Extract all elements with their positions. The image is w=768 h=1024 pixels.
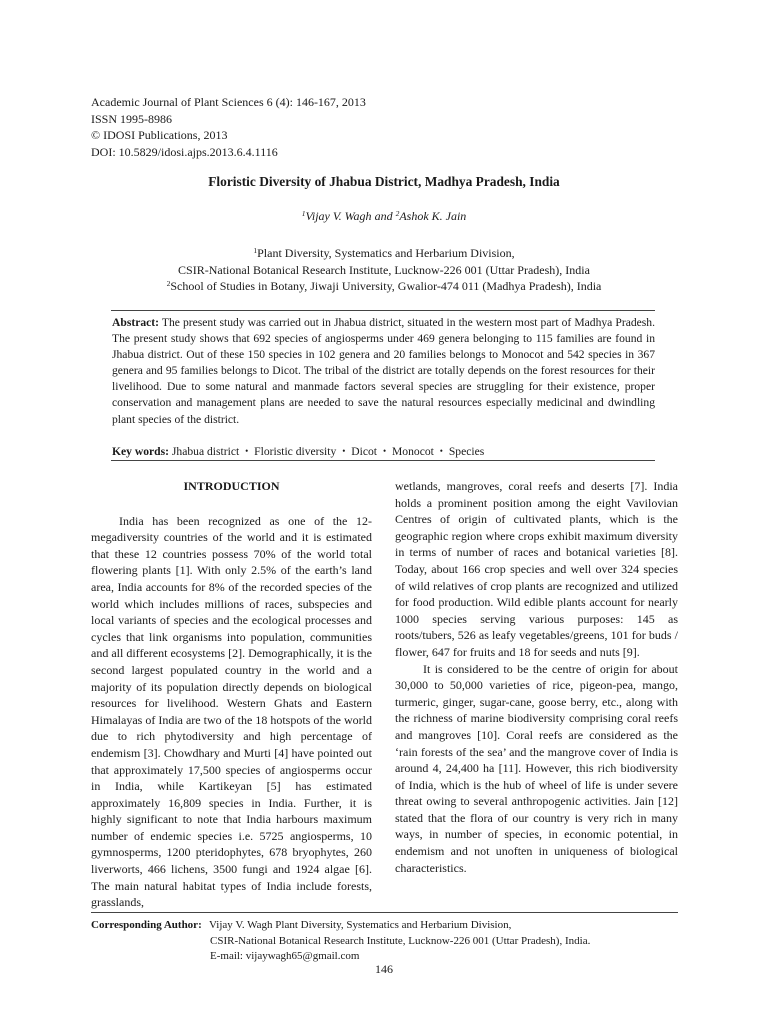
author2-affil-marker: 2 [395,209,400,218]
keyword-separator: • [342,446,346,456]
abstract [112,315,655,428]
affiliation-1 [0,245,768,262]
keyword-separator: • [245,446,249,456]
keyword-item: Floristic diversity [254,445,337,458]
abstract-text: The present study was carried out in Jhabua district, situated in the western most part of Madhya Pradesh. The present study shows that 692 species of angiosperms under 469 genera belonging to 115 families are found in Jhabua district. Out of these 150 species in 102 genera and 20 families belongs to Monocot and 542 species in 367 genera and 95 families belongs to Dicot. The tribal of the district are totally depends on the forest resources for their livelihood. Due to some natural and manmade factors several species are struggling for their existence, proper conservation and management plans are needed to save the natural resources especially medicinal and dwindling plant species of the district. [112,316,655,426]
keyword-item: Species [448,445,485,458]
journal-citation: Academic Journal of Plant Sciences 6 (4): 146-167, 2013 [91,95,366,109]
corresponding-author-note [91,918,590,965]
keywords [112,445,484,458]
corresponding-author-line1: Vijay V. Wagh Plant Diversity, Systematics and Herbarium Division, [209,919,512,931]
journal-doi: DOI: 10.5829/idosi.ajps.2013.6.4.1116 [91,144,278,159]
body-column-left [91,478,372,911]
author1-affil-marker: 1 [301,209,306,218]
corresponding-author-label: Corresponding Author: [91,919,202,931]
affiliations [0,245,768,295]
affil2-marker: 2 [166,279,171,288]
keyword-item: Monocot [392,445,434,458]
author1-name: Vijay V. Wagh [305,209,372,223]
keywords-bottom-rule [111,460,655,461]
affil2-text: School of Studies in Botany, Jiwaji University, Gwalior-474 011 (Madhya Pradesh), India [170,279,602,293]
corresponding-author-line2: CSIR-National Botanical Research Institute, Lucknow-226 001 (Uttar Pradesh), India. [210,934,591,947]
affiliation-1-line2: CSIR-National Botanical Research Institute, Lucknow-226 001 (Uttar Pradesh), India [178,262,590,277]
paragraph: India has been recognized as one of the 12-megadiversity countries of the world and it is estimated that these 12 countries possess 70% of the world total flowering plants [1]. With only 2.5% of the earth’s land area, India accounts for 8% of the recorded species of the world which includes millions of races, subspecies and local variants of species and the ecological processes and cycles that link organisms into population, communities and all different ecosystems [2]. Demographically, it is the second largest populated country in the world and a majority of its population directly depends on biological resources for livelihood. Western Ghats and Eastern Himalayas of India are two of the 18 hotspots of the world due to rich phytodiversity and high percentage of endemism [3]. Chowdhary and Murti [4] have pointed out that approximately 17,500 species of angiosperms occur in India, while Kartikeyan [5] has estimated approximately 16,809 species in India. Further, it is highly significant to note that India harbours maximum number of endemic species i.e. 5725 angiosperms, 10 gymnosperms, 1200 pteridophytes, 678 bryophytes, 260 liverworts, 466 lichens, 3500 fungi and 1924 algae [6]. The main natural habitat types of India include forests, grasslands, [91,513,372,910]
affil1-marker: 1 [253,246,258,255]
author-line [0,209,768,224]
body-column-right [395,478,678,876]
affil1-line1: Plant Diversity, Systematics and Herbarium Division, [257,246,515,260]
keyword-item: Jhabua district [171,445,240,458]
affiliation-2 [0,278,768,295]
abstract-top-rule [111,310,655,311]
section-heading-introduction: INTRODUCTION [183,479,280,493]
paragraph: wetlands, mangroves, coral reefs and deserts [7]. India holds a prominent position among the eight Vavilovian Centres of origin of cultivated plants, which is the geographic region where crops exhibit maximum diversity in terms of number of races and botanical varieties [8]. Today, about 166 crop species and well over 324 species of wild relatives of crop plants are recognized and utilized for food production. Wild edible plants account for nearly 1000 species serving various purposes: 145 as roots/tubers, 526 as leafy vegetables/greens, 101 for buds / flower, 647 for fruits and 18 for seeds and nuts [9]. [395,479,678,659]
journal-issn: ISSN 1995-8986 [91,111,173,126]
footer-rule [91,912,678,913]
abstract-label: Abstract: [112,316,160,329]
author2-name: Ashok K. Jain [399,209,467,223]
journal-header [91,94,366,160]
article-title: Floristic Diversity of Jhabua District, Madhya Pradesh, India [208,174,560,189]
keyword-item: Dicot [351,445,378,458]
keyword-separator: • [382,446,387,456]
keyword-separator: • [439,446,443,456]
keywords-label: Key words: [112,445,169,458]
journal-copyright: © IDOSI Publications, 2013 [91,128,228,142]
paragraph: It is considered to be the centre of origin for about 30,000 to 50,000 varieties of rice, pigeon-pea, mango, turmeric, ginger, sugar-cane, goose berry, etc., along with the richness of marine biodiversity comprising coral reefs and mangroves [10]. Coral reefs are considered as the ‘rain forests of the sea’ and the mangrove cover of India is around 4, 24,400 ha [11]. However, this rich biodiversity of India, which is the hub of wheel of life is under severe threat owing to several anthropogenic activities. Jain [12] stated that the flora of our country is very rich in many ways, in number of species, in economic potential, in endemism and not unoften in uniqueness of biological characteristics. [395,661,678,875]
page-number: 146 [375,962,393,976]
author-conjunction: and [371,209,396,223]
corresponding-author-email: E-mail: vijaywagh65@gmail.com [210,950,360,962]
